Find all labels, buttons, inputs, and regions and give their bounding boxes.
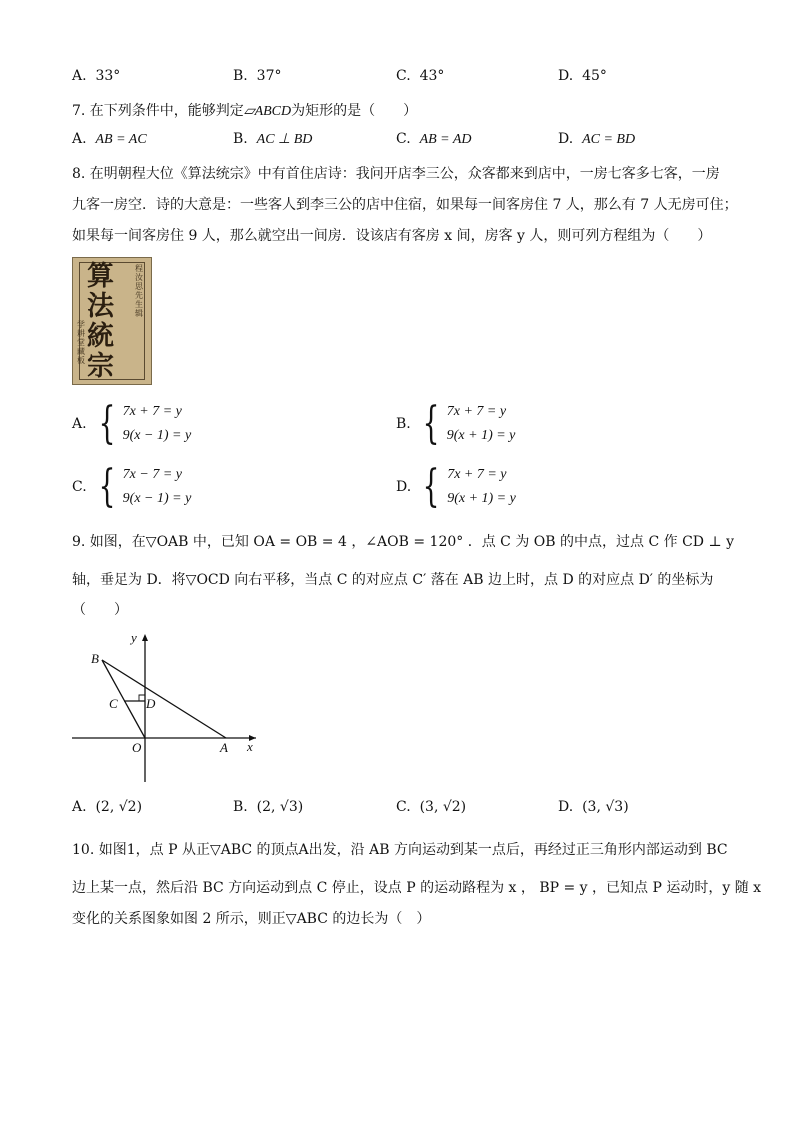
label-y: y [131, 630, 137, 645]
q6-option-a[interactable]: A. 33° [72, 68, 121, 84]
brace-icon: { [98, 461, 116, 512]
q9-option-a[interactable]: A. (2, √2) [72, 799, 143, 815]
q9-figure [60, 620, 270, 790]
equation-1: 7x + 7 = y [446, 404, 507, 419]
q10-stem-line2: 边上某一点，然后沿 BC 方向运动到点 C 停止，设点 P 的运动路程为 x ， BP = y ，已知点 P 运动时，y 随 x [72, 880, 762, 896]
option-label: B. [396, 416, 411, 432]
equation-2: 9(x + 1) = y [447, 491, 516, 506]
q8-option-b[interactable] [396, 400, 515, 448]
equation-1: 7x + 7 = y [122, 404, 182, 419]
equation-1: 7x − 7 = y [122, 467, 182, 482]
q6-option-d[interactable]: D. 45° [558, 68, 607, 84]
brace-icon: { [422, 461, 440, 512]
q9-option-d[interactable]: D. (3, √3) [558, 799, 629, 815]
segment-ab [102, 660, 226, 738]
label-o: O [132, 740, 142, 755]
book-cover-author: 程汝思先生辑 [135, 264, 143, 318]
q9-stem-line3: （ ） [72, 602, 128, 618]
q8-stem-line1: 8. 在明朝程大位《算法统宗》中有首住店诗：我问开店李三公，众客都来到店中，一房七客多七客，一房 [72, 166, 720, 182]
q7-stem: 7. 在下列条件中，能够判定▱ABCD为矩形的是（ ） [72, 103, 418, 119]
label-d: D [146, 696, 156, 711]
q10-stem-line3: 变化的关系图象如图 2 所示，则正▽ABC 的边长为（ ） [72, 911, 431, 927]
brace-icon: { [422, 398, 440, 449]
option-label: D. [396, 479, 412, 495]
equation-2: 9(x + 1) = y [446, 428, 516, 443]
brace-icon: { [98, 398, 115, 449]
q7-option-d[interactable]: D. AC = BD [558, 131, 636, 147]
option-label: C. [72, 479, 87, 495]
q6-option-b[interactable]: B. 37° [233, 68, 282, 84]
equation-2: 9(x − 1) = y [122, 491, 192, 506]
q8-option-d[interactable] [396, 463, 516, 511]
q8-option-a[interactable] [72, 400, 191, 448]
label-a: A [220, 740, 228, 755]
label-c: C [109, 696, 118, 711]
y-axis-arrow-icon [142, 634, 148, 641]
q8-stem-line3: 如果每一间客房住 9 人，那么就空出一间房．设该店有客房 x 间，房客 y 人，则可列方程组为（ ） [72, 228, 712, 244]
equation-1: 7x + 7 = y [447, 467, 507, 482]
label-b: B [91, 651, 99, 666]
book-cover-title: 算法統宗 [87, 261, 114, 382]
q9-stem-line1: 9. 如图，在▽OAB 中，已知 OA = OB = 4 ，∠AOB = 120° ．点 C 为 OB 的中点，过点 C 作 CD ⊥ y [72, 534, 734, 550]
q8-stem-line2: 九客一房空．诗的大意是：一些客人到李三公的店中住宿，如果每一间客房住 7 人，那么有 7 人无房可住； [72, 197, 738, 213]
book-cover-image [72, 257, 152, 385]
q7-option-b[interactable]: B. AC ⊥ BD [233, 131, 313, 147]
q9-stem-line2: 轴，垂足为 D．将▽OCD 向右平移，当点 C 的对应点 C′ 落在 AB 边上时，点 D 的对应点 D′ 的坐标为 [72, 572, 714, 588]
q10-stem-line1: 10. 如图1，点 P 从正▽ABC 的顶点A出发，沿 AB 方向运动到某一点后，再经过正三角形内部运动到 BC [72, 842, 728, 858]
q9-option-b[interactable]: B. (2, √3) [233, 799, 304, 815]
option-label: A. [72, 416, 87, 432]
label-x: x [247, 739, 253, 754]
q6-option-c[interactable]: C. 43° [396, 68, 445, 84]
q8-option-c[interactable] [72, 463, 191, 511]
book-cover-publisher: 学耕堂藏板 [77, 320, 85, 365]
q9-option-c[interactable]: C. (3, √2) [396, 799, 467, 815]
q7-option-a[interactable]: A. AB = AC [72, 131, 147, 147]
q7-option-c[interactable]: C. AB = AD [396, 131, 472, 147]
equation-2: 9(x − 1) = y [122, 428, 192, 443]
right-angle-mark [139, 695, 145, 701]
